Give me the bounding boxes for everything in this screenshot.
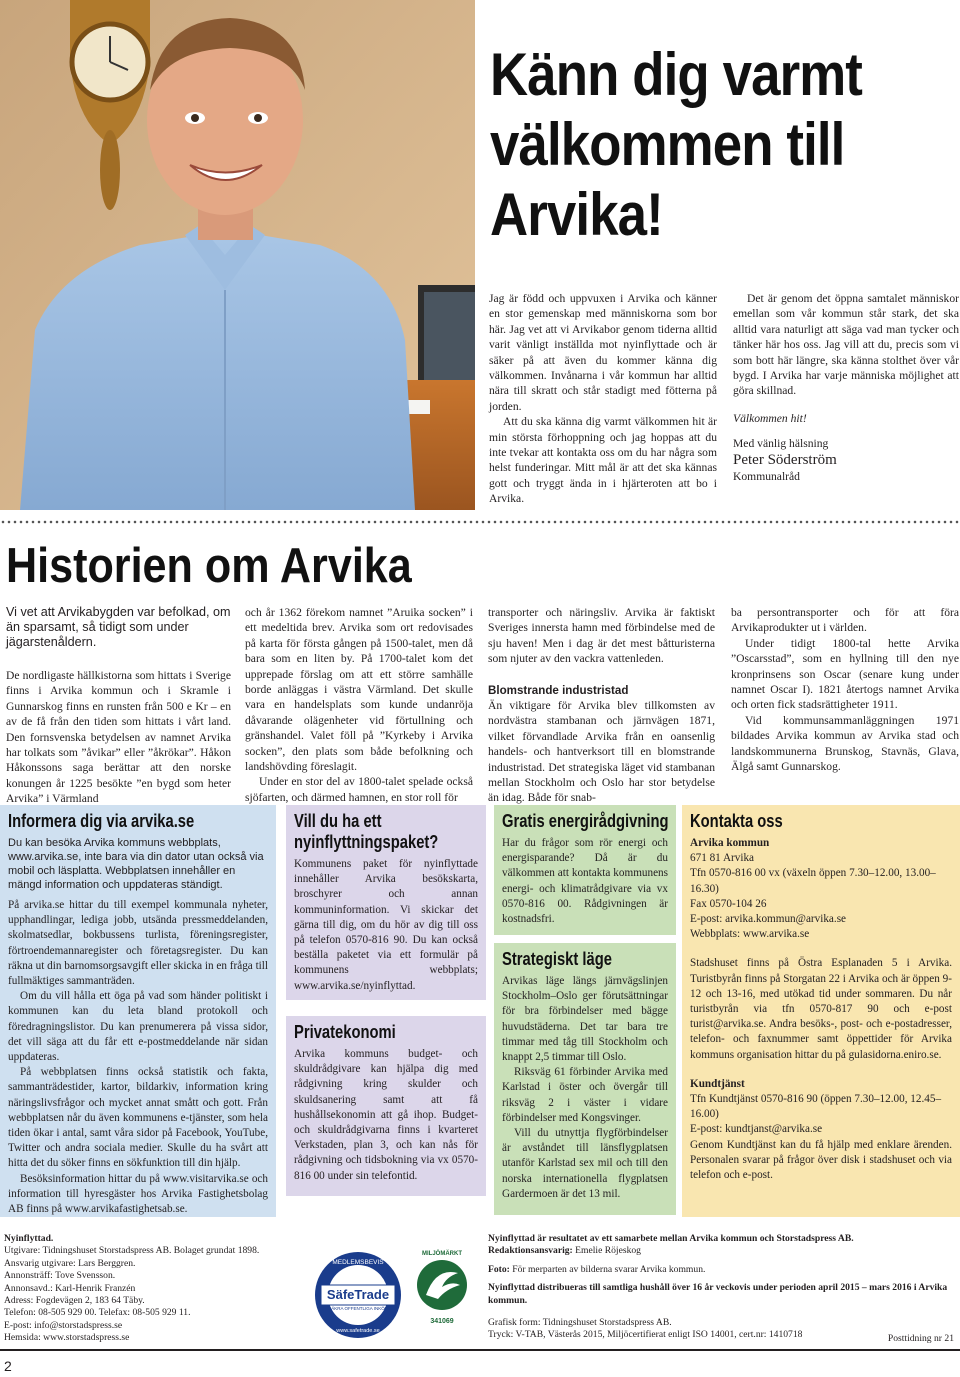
footer-credits — [488, 1233, 958, 1342]
footer-line: Hemsida: www.storstadspress.se — [4, 1332, 130, 1344]
footer-value: För merparten av bilderna svarar Arvika kommun. — [509, 1263, 706, 1275]
contact-line: 671 81 Arvika — [690, 852, 755, 865]
footer-line: Nyinflyttad. — [4, 1233, 54, 1244]
box-paragraph: På webbplatsen finns också statistik och fakta, sammanträdestider, kartor, bildarkiv, information kring näringslivsfrågor och mycket annat smått och gott. Från webbplatsen når du även kommunens e-tjänster, som hela tiden ökar i antal, samt våra sidor på Facebook, YouTube, Twitter och andra sociala medier. Skulle du ha svårt att hitta det du söker finns en sökfunktion till din hjälp. — [8, 1066, 268, 1170]
contact-line: Tfn 0570-816 00 vx (växeln öppen 7.30–12.00, 13.00–16.30) — [690, 867, 936, 895]
box-nyinflytt — [286, 805, 486, 1000]
safetrade-logo — [313, 1250, 403, 1340]
contact-line: Tfn Kundtjänst 0570-816 90 (öppen 7.30–12.00, 12.45–16.00) — [690, 1093, 942, 1121]
page-headline: Känn dig varmt välkommen till Arvika! — [490, 41, 863, 248]
footer-label: Foto: — [488, 1263, 510, 1275]
safetrade-badge-icon — [313, 1250, 403, 1340]
safetrade-top-text: MEDLEMSBEVIS — [332, 1259, 384, 1266]
box-title: Informera dig via arvika.se — [8, 811, 195, 831]
footer-imprint — [4, 1233, 294, 1345]
history-title: Historien om Arvika — [6, 539, 412, 593]
box-title: Strategiskt läge — [502, 949, 612, 969]
history-paragraph: Under tidigt 1800-tal hette Arvika ”Oscarsstad”, som en hyllning till den nye kronprinsens son Oscar (senare kung under namnet Oscar I). 1821 återtogs namnet Arvika och orten fick stadsrättigheter 1911. — [731, 636, 959, 712]
box-lead: Du kan besöka Arvika kommuns webbplats, www.arvika.se, inte bara via din dator utan också via mobil och läsplatta. Webbplatsen innehåller en mängd information och uppdateras ständigt. — [8, 837, 264, 891]
intro-paragraph: Det är genom det öppna samtalet människor emellan som vår kommun står stark, det ska alltid vara naturligt att säga vad man tycker och tänker här hos oss. Jag vill att du, precis som vi som bott här längre, ska känna stolthet över vår bygd. I Arvika har varje människa möjlighet att göra skillnad. — [733, 292, 959, 398]
regards-text: Med vänlig hälsning — [733, 437, 829, 451]
swan-ecolabel-icon — [412, 1247, 472, 1327]
footer-line: Tryck: V-TAB, Västerås 2015, Miljöcertifierat enligt ISO 14001, cert.nr: 1410718 — [488, 1329, 803, 1341]
page-number: 2 — [4, 1358, 12, 1374]
box-paragraph: Arvika kommuns budget- och skuldrådgivare kan hjälpa dig med rådgivning kring skulder och skuldsanering samt att få hushållsekonomin att gå ihop. Budget- och skuldrådgivarna finns i kvarteret Verkstaden, plan 3, och kan nås för rådgivning och tidsbokning via vx 0570-816 00 under sin telefontid. — [294, 1048, 478, 1182]
box-title: Privatekonomi — [294, 1022, 396, 1042]
footer-value: Emelie Röjeskog — [572, 1245, 641, 1257]
contact-email[interactable]: E-post: kundtjanst@arvika.se — [690, 1123, 823, 1136]
box-paragraph: Vill du utnyttja flygförbindelser är avståndet till länsflygplatsen utanför Karlstad sex mil och till den norska internationella flygplatsen Gardermoen är det 13 mil. — [502, 1127, 668, 1200]
intro-column-1 — [489, 291, 717, 507]
footer-line: Ansvarig utgivare: Lars Berggren. — [4, 1257, 136, 1269]
contact-website[interactable]: Webbplats: www.arvika.se — [690, 928, 810, 941]
box-strategi — [494, 943, 676, 1215]
box-paragraph: På arvika.se hittar du till exempel kommunala nyheter, upphandlingar, lediga jobb, utsända pressmeddelanden, skolmatsedlar, bokbussens turlista, föreningsregister, förtroendemannaregister och företagsregister. Du kan räkna ut din barnomsorgsavgift eller skicka in en fråga till fullmäktiges sammanträden. — [8, 899, 268, 988]
box-paragraph: Om du vill hålla ett öga på vad som händer politiskt i kommunen kan du leta bland protokoll och föredragningslistor. Du kan prenumerera på vissa sidor, det vill säga att du får ett e-postmeddelande när sidan uppdateras. — [8, 990, 268, 1064]
contact-org: Arvika kommun — [690, 837, 770, 849]
kundtjanst-title: Kundtjänst — [690, 1077, 745, 1090]
safetrade-url: www.safetrade.se — [336, 1328, 380, 1334]
history-column-4 — [731, 605, 959, 774]
signer-title: Kommunalråd — [733, 469, 800, 483]
box-informera — [0, 805, 276, 1217]
footer-line — [488, 1264, 958, 1276]
box-paragraph: Besöksinformation hittar du på www.visitarvika.se och information till hyresgäster hos Arvika Fastighetsbolag AB finns på www.arvikafastighetsab.se. — [8, 1172, 268, 1216]
posttidning-label: Posttidning nr 21 — [887, 1333, 954, 1344]
intro-column-2 — [733, 291, 959, 484]
ecolabel-top-text: MILJÖMÄRKT — [422, 1251, 462, 1257]
box-kontakt — [682, 805, 960, 1217]
history-paragraph: Under en stor del av 1800-talet spelade också sjöfarten, och därmed hamnen, en stor roll för — [245, 775, 473, 804]
footer-line: Nyinflyttad är resultatet av ett samarbete mellan Arvika kommun och Storstadspress AB. — [488, 1233, 854, 1244]
dotted-divider — [0, 520, 960, 524]
box-title: Gratis energirådgivning — [502, 811, 669, 831]
bottom-rule — [0, 1349, 960, 1351]
welcome-text: Välkommen hit! — [733, 411, 807, 425]
history-paragraph: De nordligaste hällkistorna som hittats i Sverige finns i Arvika kommun och i Skramle i Gunnarskog finns en runsten från 500 e Kr – en av de få från den tiden som hittats i vårt land. Den fornsvenska betydelsen av namnet Arvika har tolkats som ”åvikar” eller ”åkrökar”. Håkon Håkonssons saga berättar att den norske konungen år 1225 besökte ”en bygd som heter Arvika” i Värmland — [6, 669, 231, 806]
nordic-swan-logo — [412, 1247, 472, 1327]
mayor-photo — [0, 0, 475, 510]
history-paragraph: transporter och näringsliv. Arvika är faktiskt Sveriges innersta hamn med förbindelse med de sju haven! Men i dag är det mest båtturisterna som njuter av den vackra vattenleden. — [488, 606, 715, 666]
box-title: Kontakta oss — [690, 811, 783, 831]
history-paragraph: ba persontransporter och för att föra Arvikaprodukter ut i världen. — [731, 606, 959, 635]
intro-paragraph: Att du ska känna dig varmt välkommen hit är min största förhoppning och jag hoppas att du inte tvekar att kontakta oss om du har några som helst funderingar. Mitt mål är att det ska kännas gott och tryggt ända in i hjärteroten att bo i Arvika. — [489, 415, 717, 506]
history-subheading: Blomstrande industristad — [488, 683, 629, 697]
safetrade-name: SäfeTrade — [326, 1287, 390, 1302]
contact-line: Fax 0570-104 26 — [690, 897, 767, 910]
footer-line: Utgivare: Tidningshuset Storstadspress AB. Bolaget grundat 1898. — [4, 1245, 260, 1257]
intro-paragraph: Jag är född och uppvuxen i Arvika och känner en stor gemenskap med människorna som bor här. Jag vet att vi Arvikabor genom tiderna alltid varit vänligt inställda mot nyinflyttade och är säker på att även du kommer känna dig välkommen. Invånarna i vår kommun har alltid nära till skratt och står stadigt med fötterna på jorden. — [489, 292, 717, 413]
box-paragraph: Stadshuset finns på Östra Esplanaden 5 i Arvika. Turistbyrån finns på Storgatan 22 i Arvika och är öppen 9-12 och 13-16, med utökad tid under sommaren. Du når turistbyrån via tfn 0570-817 90 och e-post turist@arvika.se. Andra besöks-, post- och e-postadresser, telefon- och faxnummer samt öppettider för Arvika kommuns organisation hittar du på gulasidorna.eniro.se. — [690, 957, 952, 1061]
box-paragraph: Genom Kundtjänst kan du få hjälp med enklare ärenden. Personalen svarar på frågor över disk i stadshuset och via telefon och e-post. — [690, 1138, 952, 1182]
footer-label: Redaktionsansvarig: — [488, 1245, 573, 1257]
history-paragraph: Vid kommunsammanläggningen 1971 bildades Arvika kommun av Arvika stad och landskommunerna Brunskog, Stavnäs, Glava, Älgå samt Gunnarskog. — [731, 713, 959, 774]
history-paragraph: Än viktigare för Arvika blev tillkomsten av nordvästra stambanan och järnvägen 1871, vilket förvandlade Arvika från en oansenlig handels- och hantverksort till en blomstrande industristad. Det strategiska läget vid stambanan mellan Stockholm och Oslo har stor betydelse än idag. Både för snab- — [488, 699, 715, 805]
mayor-portrait-image — [0, 0, 475, 510]
footer-line: Telefon: 08-505 929 00. Telefax: 08-505 929 11. — [4, 1307, 191, 1319]
contact-email[interactable]: E-post: arvika.kommun@arvika.se — [690, 913, 847, 926]
ecolabel-number: 341069 — [430, 1318, 454, 1325]
history-column-1 — [6, 668, 231, 807]
footer-line — [488, 1245, 958, 1257]
footer-line: Adress: Fogdevägen 2, 183 64 Täby. — [4, 1295, 145, 1307]
box-paragraph: Har du frågor som rör energi och energisparande? Då är du välkommen att kontakta kommunens energi- och klimatrådgivare via vx 0570-816 00. Rådgivningen är kostnadsfri. — [502, 837, 668, 926]
history-lead: Vi vet att Arvikabygden var befolkad, om än sparsamt, så tidigt som under jägarstenåldern. — [6, 605, 231, 649]
footer-line: Annonsträff: Tove Svensson. — [4, 1270, 116, 1282]
box-paragraph: Kommunens paket för nyinflyttade innehåller Arvika besökskarta, broschyrer och annan kommuninformation. Vi skickar det gärna till dig, om du hör av dig till oss på telefon 0570-816 90. Du kan också beställa paketet via ett formulär på kommunens webbplats; www.arvika.se/nyinflyttad. — [294, 858, 478, 992]
history-column-2 — [245, 605, 473, 805]
history-paragraph: och år 1362 förekom namnet ”Aruika socken” i ett medeltida brev. Arvika som ort redovisades på karta för första gången på 1500-talet, men då bara som en liten by. På 1700-talet kom det upprepade förslag om att ett större samhälle borde anläggas i västra Värmland. Det skulle vara en handelsplats som kunde undanröja dåvarande olägenheter vid förtullning och gränshandel. Valet föll på ”Kyrkeby i Arvika socken”, den plats som både befolkning och landshövding föreslagit. — [245, 606, 473, 774]
signer-name: Peter Söderström — [733, 451, 837, 468]
box-energi — [494, 805, 676, 935]
footer-line: Annonsavd.: Karl-Henrik Franzén — [4, 1282, 136, 1294]
box-title: nyinflyttningspaket? — [294, 832, 439, 852]
safetrade-sub: SÄKRA OFFENTLIGA INKÖP — [328, 1306, 388, 1311]
history-column-3 — [488, 605, 715, 806]
footer-line: Grafisk form: Tidningshuset Storstadspress AB. — [488, 1317, 672, 1329]
box-paragraph: Riksväg 61 förbinder Arvika med Karlstad i öster och övergår till riksväg 2 i väster i vidare förbindelser med Kongsvinger. — [502, 1066, 668, 1124]
box-privatekonomi — [286, 1016, 486, 1196]
footer-line: Nyinflyttad distribueras till samtliga hushåll över 16 år veckovis under perioden april 2015 – mars 2016 i Arvika kommun. — [488, 1282, 948, 1306]
box-paragraph: Arvikas läge längs järnvägslinjen Stockholm–Oslo ger förutsättningar för bra förbindelser med bägge huvudstäderna. Det tar bara tre timmar med tåg till Stockholm och knappt 2,5 timmar till Oslo. — [502, 975, 668, 1064]
box-title: Vill du ha ett — [294, 811, 382, 831]
footer-line: E-post: info@storstadspress.se — [4, 1319, 123, 1331]
